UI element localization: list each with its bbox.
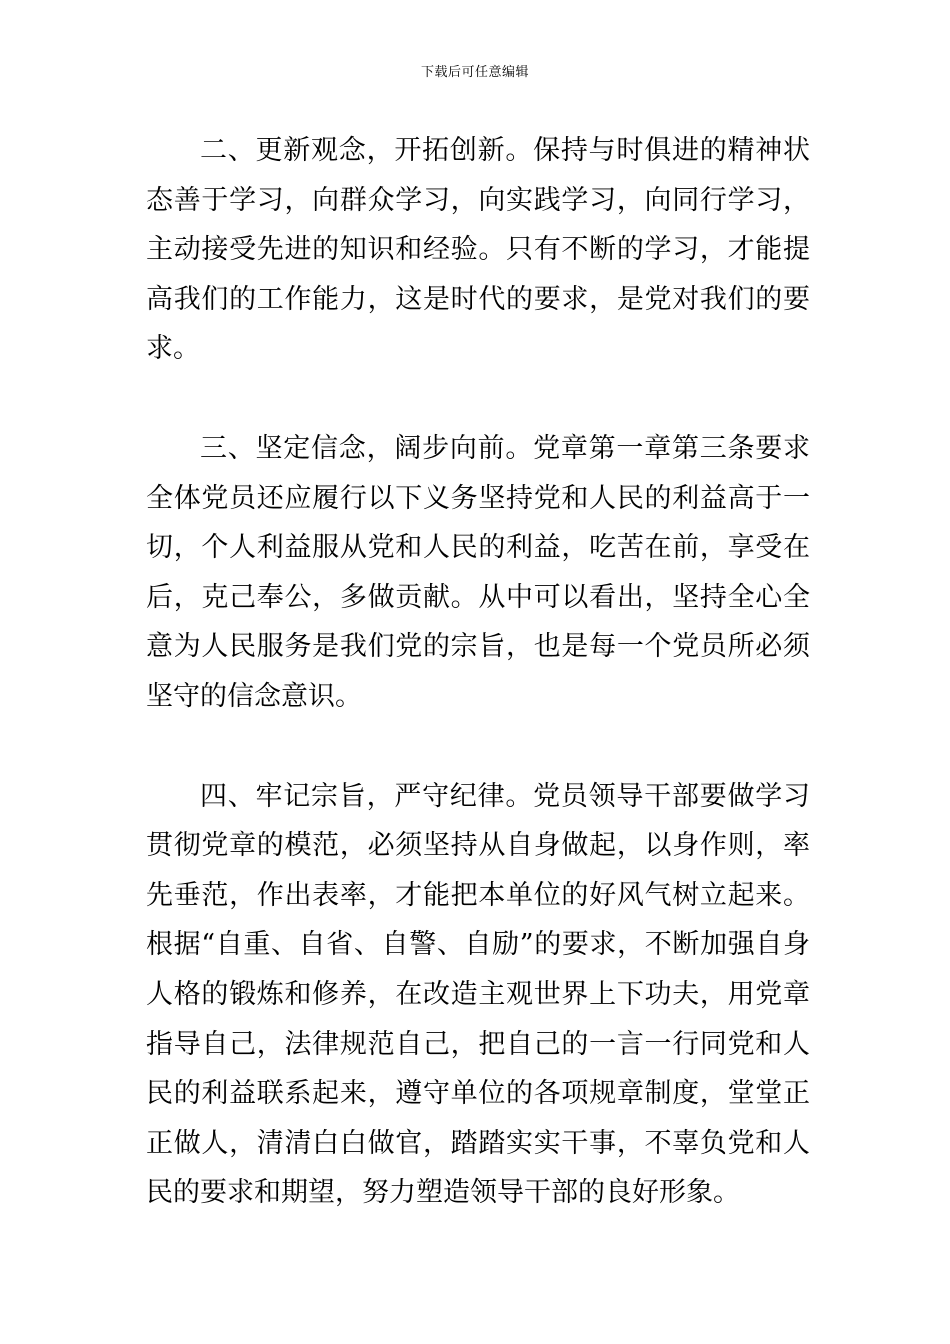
page-header: 下载后可任意编辑 (420, 65, 529, 80)
document-body (146, 126, 810, 1268)
paragraph-section-two: 二、更新观念，开拓创新。保持与时俱进的精神状态善于学习，向群众学习，向实践学习，向同行学习，主动接受先进的知识和经验。只有不断的学习，才能提高我们的工作能力，这是时代的要求，是党对我们的要求。 (146, 135, 810, 365)
paragraph-section-three: 三、坚定信念，阔步向前。党章第一章第三条要求全体党员还应履行以下义务坚持党和人民的利益高于一切，个人利益服从党和人民的利益，吃苦在前，享受在后，克己奉公，多做贡献。从中可以看出，坚持全心全意为人民服务是我们党的宗旨，也是每一个党员所必须坚守的信念意识。 (146, 432, 810, 712)
paragraph-section-four: 四、牢记宗旨，严守纪律。党员领导干部要做学习贯彻党章的模范，必须坚持从自身做起，以身作则，率先垂范，作出表率，才能把本单位的好风气树立起来。根据“自重、自省、自警、自励”的要求，不断加强自身人格的锻炼和修养，在改造主观世界上下功夫，用党章指导自己，法律规范自己，把自己的一言一行同党和人民的利益联系起来，遵守单位的各项规章制度，堂堂正正做人，清清白白做官，踏踏实实干事，不辜负党和人民的要求和期望，努力塑造领导干部的良好形象。 (146, 780, 810, 1209)
